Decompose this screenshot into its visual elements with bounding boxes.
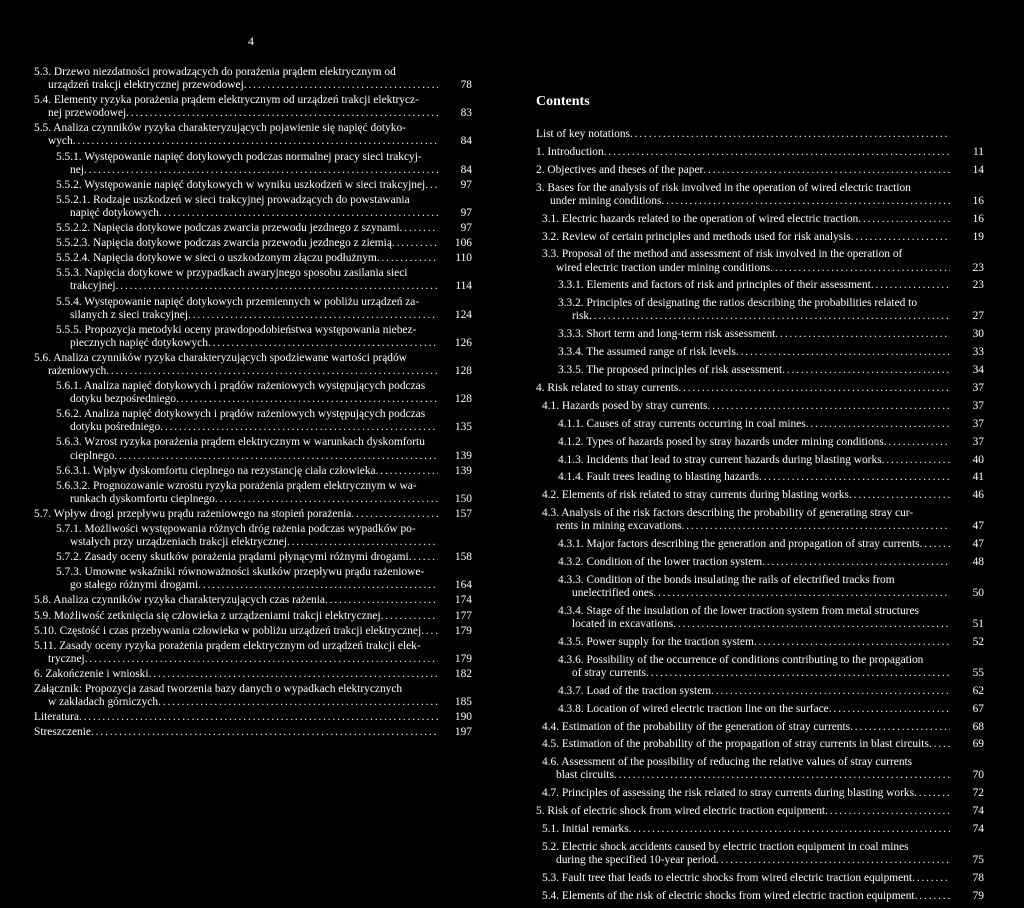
contents-heading: Contents: [536, 94, 590, 109]
toc-entry-title: nej: [70, 163, 84, 176]
toc-entry: [34, 711, 472, 724]
toc-page-number: 16: [972, 212, 984, 225]
toc-entry-title: 5.3. Drzewo niezdatności prowadzących do porażenia prądem elektrycznym od: [34, 66, 396, 78]
dot-leader: [703, 164, 950, 177]
toc-page-number: 182: [454, 667, 472, 680]
toc-page-number: 41: [972, 471, 984, 484]
toc-page-number: 47: [972, 538, 984, 551]
toc-page-number: 30: [972, 328, 984, 341]
toc-entry-title: 4.4. Estimation of the probability of the generation of stray currents: [542, 720, 851, 733]
toc-entry: [558, 703, 984, 716]
toc-entry: [536, 182, 984, 208]
toc-entry-title: 3.3. Proposal of the method and assessment of risk involved in the operation of: [542, 248, 903, 261]
english-toc-column: [536, 128, 984, 908]
toc-entry-title: 5.5.4. Występowanie napięć dotykowych przemiennych w pobliżu urządzeń za-: [56, 295, 420, 308]
dot-leader: [716, 854, 950, 867]
toc-entry-title: wych: [48, 135, 73, 148]
toc-entry-title: 5.6.3.1. Wpływ dyskomfortu cieplnego na rezystancję ciała człowieka: [56, 464, 376, 477]
toc-entry: [34, 668, 472, 681]
page-number: 4: [248, 34, 254, 48]
toc-entry-title: 4.1. Hazards posed by stray currents: [542, 399, 708, 412]
toc-entry: [558, 346, 984, 359]
toc-entry-title: 5.6.3.2. Prognozowanie wzrostu ryzyka porażenia prądem elektrycznym w wa-: [56, 479, 417, 492]
dot-leader: [377, 252, 438, 265]
dot-leader: [159, 207, 438, 220]
toc-entry: [56, 566, 472, 592]
toc-page-number: 179: [454, 652, 472, 665]
toc-page-number: 34: [972, 364, 984, 377]
toc-page-number: 11: [973, 145, 984, 158]
toc-entry-title: 5.9. Możliwość zetknięcia się człowieka z urządzeniami trakcji elektrycznej: [34, 609, 381, 622]
toc-entry: [34, 352, 472, 378]
toc-page-number: 97: [460, 178, 472, 191]
toc-entry-title: 3.1. Electric hazards related to the operation of wired electric traction: [542, 212, 859, 225]
toc-entry: [558, 685, 984, 698]
toc-entry-title: 5.4. Elementy ryzyka porażenia prądem elektrycznym od urządzeń trakcji elektrycz-: [34, 94, 419, 107]
toc-entry: [56, 179, 472, 192]
toc-entry-title: wired electric traction under mining conditions: [556, 261, 771, 274]
toc-entry: [558, 418, 984, 431]
dot-leader: [392, 237, 438, 250]
dot-leader: [858, 213, 950, 226]
dot-leader: [114, 450, 438, 463]
toc-entry-title: Literatura: [34, 711, 79, 724]
dot-leader: [158, 696, 438, 709]
toc-entry-title: 4.1.2. Types of hazards posed by stray hazards under mining conditions: [558, 435, 884, 448]
toc-entry-title: 5.4. Elements of the risk of electric shocks from wired electric traction equipment: [542, 889, 915, 902]
toc-page-number: 46: [972, 489, 984, 502]
toc-entry-title: 5.5.2. Występowanie napięć dotykowych w wyniku uszkodzeń w sieci trakcyjnej: [56, 178, 426, 191]
toc-entry-title: List of key notations: [536, 128, 630, 140]
dot-leader: [208, 337, 438, 350]
dot-leader: [849, 489, 950, 502]
toc-entry: [34, 122, 472, 148]
toc-page-number: 124: [454, 308, 472, 321]
toc-entry-title: 4.1.3. Incidents that lead to stray current hazards during blasting works: [558, 453, 882, 466]
toc-entry-title: 4.3.8. Location of wired electric traction line on the surface: [558, 702, 829, 715]
dot-leader: [215, 493, 438, 506]
toc-entry-title: napięć dotykowych: [70, 206, 159, 219]
toc-page-number: 126: [454, 336, 472, 349]
toc-entry: [56, 380, 472, 406]
toc-entry-title: risk: [572, 310, 590, 323]
toc-page-number: 84: [460, 163, 472, 176]
toc-entry: [56, 267, 472, 293]
toc-entry-title: 3.3.5. The proposed principles of risk assessment: [558, 364, 783, 377]
toc-entry: [558, 636, 984, 649]
toc-page-number: 37: [972, 399, 984, 412]
toc-entry-title: 5.11. Zasady oceny ryzyka porażenia prądem elektrycznym od urządzeń trakcji elek-: [34, 639, 421, 652]
dot-leader: [707, 400, 950, 413]
toc-entry: [34, 683, 472, 709]
toc-entry-title: 5.5. Analiza czynników ryzyka charakteryzujących pojawienie się napięć dotyko-: [34, 122, 406, 135]
toc-entry-title: runkach dyskomfortu cieplnego: [70, 492, 215, 505]
toc-page-number: 185: [454, 696, 472, 709]
toc-page-number: 97: [460, 206, 472, 219]
toc-page-number: 83: [460, 107, 472, 120]
toc-page-number: 177: [454, 609, 472, 622]
dot-leader: [762, 556, 950, 569]
toc-entry: [56, 551, 472, 564]
toc-entry: [56, 523, 472, 549]
toc-entry: [34, 726, 472, 739]
dot-leader: [244, 79, 438, 92]
toc-entry-title: 4.3. Analysis of the risk factors describing the probability of generating stray cur-: [542, 507, 914, 520]
toc-page-number: 128: [454, 364, 472, 377]
toc-entry-title: unelectrified ones: [572, 587, 654, 600]
toc-entry-title: 4.3.1. Major factors describing the generation and propagation of stray currents: [558, 538, 920, 551]
dot-leader: [79, 711, 438, 724]
toc-entry: [536, 164, 984, 177]
dot-leader: [653, 587, 950, 600]
toc-entry: [558, 297, 984, 323]
toc-entry-title: 5.5.3. Napięcia dotykowe w przypadkach awaryjnego sposobu zasilania sieci: [56, 267, 408, 280]
toc-page-number: 75: [972, 854, 984, 867]
toc-page-number: 128: [454, 393, 472, 406]
dot-leader: [882, 454, 950, 467]
toc-entry-title: 4.3.3. Condition of the bonds insulating the rails of electrified tracks from: [558, 573, 895, 586]
toc-entry-title: Załącznik: Propozycja zasad tworzenia bazy danych o wypadkach elektrycznych: [34, 683, 403, 696]
toc-page-number: 23: [972, 261, 984, 274]
toc-entry-title: 5.5.2.4. Napięcia dotykowe w sieci o uszkodzonym złączu podłużnym: [56, 252, 377, 265]
toc-page-number: 114: [455, 280, 472, 293]
dot-leader: [661, 195, 950, 208]
dot-leader: [188, 309, 438, 322]
toc-entry: [56, 194, 472, 220]
dot-leader: [829, 703, 950, 716]
toc-page-number: 179: [454, 624, 472, 637]
toc-entry: [34, 66, 472, 92]
dot-leader: [929, 738, 950, 751]
dot-leader: [646, 667, 950, 680]
toc-entry-title: 5.6.3. Wzrost ryzyka porażenia prądem elektrycznym w warunkach dyskomfortu: [56, 436, 425, 449]
toc-entry: [558, 574, 984, 600]
dot-leader: [149, 668, 438, 681]
toc-entry: [34, 625, 472, 638]
toc-entry: [56, 252, 472, 265]
toc-entry: [536, 805, 984, 818]
toc-page-number: 78: [460, 79, 472, 92]
dot-leader: [381, 610, 438, 623]
toc-page-number: 40: [972, 453, 984, 466]
toc-entry-title: 4.3.7. Load of the traction system: [558, 684, 712, 697]
toc-page-number: 74: [972, 805, 984, 818]
toc-page-number: 197: [454, 726, 472, 739]
toc-entry: [536, 382, 984, 395]
dot-leader: [91, 726, 438, 739]
toc-entry-title: of stray currents: [572, 666, 647, 679]
toc-entry-title: rents in mining excavations: [556, 520, 682, 533]
toc-entry-title: 4.7. Principles of assessing the risk related to stray currents during blasting works: [542, 787, 915, 800]
toc-entry-title: 3.2. Review of certain principles and methods used for risk analysis: [542, 230, 851, 243]
toc-entry-title: 5.5.2.2. Napięcia dotykowe podczas zwarcia przewodu jezdnego z szynami: [56, 222, 400, 235]
toc-page-number: 47: [972, 520, 984, 533]
toc-page-number: 62: [972, 684, 984, 697]
dot-leader: [106, 365, 438, 378]
toc-page-number: 23: [972, 279, 984, 292]
toc-page-number: 164: [454, 579, 472, 592]
dot-leader: [806, 418, 950, 431]
toc-entry-title: Streszczenie: [34, 726, 91, 739]
dot-leader: [198, 579, 438, 592]
toc-entry: [536, 128, 984, 141]
toc-page-number: 16: [972, 194, 984, 207]
toc-entry-title: 3.3.2. Principles of designating the ratios describing the probabilities related to: [558, 297, 918, 310]
toc-entry-title: go stałego różnymi drogami: [70, 579, 199, 592]
toc-entry-title: 5.3. Fault tree that leads to electric shocks from wired electric traction equipment: [542, 872, 913, 885]
toc-page-number: 174: [454, 594, 472, 607]
toc-entry-title: 5.6.2. Analiza napięć dotykowych i prądów rażeniowych występujących podczas: [56, 408, 426, 421]
toc-entry-title: w zakładach górniczych: [48, 696, 159, 709]
toc-entry: [558, 454, 984, 467]
toc-entry: [34, 610, 472, 623]
toc-page-number: 37: [972, 435, 984, 448]
toc-entry: [56, 436, 472, 462]
toc-entry-title: 5.8. Analiza czynników ryzyka charakteryzujących czas rażenia: [34, 594, 325, 607]
toc-entry-title: 3.3.1. Elements and factors of risk and principles of their assessment: [558, 279, 871, 292]
toc-entry-title: 5.6.1. Analiza napięć dotykowych i prądów rażeniowych występujących podczas: [56, 380, 426, 393]
toc-entry-title: 5.7.1. Możliwości występowania różnych dróg rażenia podczas wypadków po-: [56, 523, 416, 535]
toc-entry: [558, 436, 984, 449]
dot-leader: [678, 382, 950, 395]
toc-entry: [56, 408, 472, 434]
dot-leader: [759, 471, 950, 484]
toc-entry: [558, 556, 984, 569]
dot-leader: [287, 536, 438, 549]
toc-entry-title: 4.3.4. Stage of the insulation of the lower traction system from metal structures: [558, 604, 919, 617]
toc-page-number: 37: [972, 381, 984, 394]
toc-entry-title: 3.3.3. Short term and long-term risk assessment: [558, 328, 776, 341]
toc-page-number: 51: [972, 618, 984, 631]
toc-entry: [558, 654, 984, 680]
toc-entry-title: blast circuits: [556, 769, 614, 782]
dot-leader: [421, 625, 438, 638]
dot-leader: [629, 823, 950, 836]
toc-entry-title: during the specified 10-year period: [556, 854, 717, 867]
toc-entry: [542, 787, 984, 800]
toc-entry-title: 5.5.2.1. Rodzaje uszkodzeń w sieci trakcyjnej prowadzących do powstawania: [56, 193, 410, 206]
toc-page-number: 84: [460, 135, 472, 148]
dot-leader: [673, 618, 950, 631]
toc-entry: [542, 400, 984, 413]
toc-entry-title: trycznej: [48, 652, 85, 665]
toc-page-number: 158: [454, 551, 472, 564]
dot-leader: [914, 787, 950, 800]
toc-entry-title: 4.3.6. Possibility of the occurrence of conditions contributing to the propagation: [558, 653, 924, 666]
toc-page-number: 190: [454, 711, 472, 724]
toc-entry: [34, 94, 472, 120]
toc-entry-title: 5.5.5. Propozycja metodyki oceny prawdopodobieństwa występowania niebez-: [56, 323, 417, 336]
toc-entry: [542, 213, 984, 226]
toc-entry: [542, 756, 984, 782]
dot-leader: [126, 107, 438, 120]
toc-entry-title: under mining conditions: [550, 194, 662, 207]
dot-leader: [915, 890, 950, 903]
toc-page-number: 139: [454, 464, 472, 477]
dot-leader: [409, 551, 438, 564]
dot-leader: [884, 436, 950, 449]
toc-page-number: 67: [972, 702, 984, 715]
toc-entry-title: 4.1.4. Fault trees leading to blasting hazards: [558, 471, 759, 484]
dot-leader: [682, 520, 950, 533]
toc-entry: [558, 279, 984, 292]
dot-leader: [770, 262, 950, 275]
toc-entry-title: 5.7.3. Umowne wskaźniki równoważności skutków przepływu prądu rażeniowe-: [56, 566, 425, 579]
toc-entry: [34, 508, 472, 521]
toc-entry: [542, 248, 984, 274]
toc-entry: [542, 507, 984, 533]
toc-page-number: 70: [972, 769, 984, 782]
toc-page-number: 97: [460, 222, 472, 235]
toc-page-number: 69: [972, 738, 984, 751]
dot-leader: [160, 421, 438, 434]
toc-page-number: 150: [454, 492, 472, 505]
dot-leader: [614, 769, 950, 782]
dot-leader: [850, 721, 950, 734]
toc-entry: [542, 738, 984, 751]
toc-entry-title: 4.3.5. Power supply for the traction system: [558, 635, 754, 648]
dot-leader: [116, 280, 438, 293]
toc-page-number: 27: [972, 310, 984, 323]
toc-entry-title: 4.2. Elements of risk related to stray currents during blasting works: [542, 489, 849, 502]
dot-leader: [711, 685, 950, 698]
toc-entry-title: trakcyjnej: [70, 280, 116, 293]
toc-entry-title: 5. Risk of electric shock from wired electric traction equipment: [536, 805, 826, 818]
toc-entry-title: 4.3.2. Condition of the lower traction system: [558, 556, 763, 569]
toc-entry-title: 5.5.1. Występowanie napięć dotykowych podczas normalnej pracy sieci trakcyj-: [56, 150, 422, 163]
toc-entry-title: dotyku pośredniego: [70, 421, 161, 434]
toc-page-number: 110: [455, 252, 472, 265]
toc-page-number: 37: [972, 417, 984, 430]
toc-entry-title: silanych z sieci trakcyjnej: [70, 308, 188, 321]
toc-page-number: 48: [972, 556, 984, 569]
polish-toc-column: [34, 66, 472, 741]
toc-entry: [56, 151, 472, 177]
toc-page-number: 74: [972, 823, 984, 836]
dot-leader: [871, 279, 950, 292]
toc-entry: [56, 296, 472, 322]
dot-leader: [425, 179, 438, 192]
toc-page-number: 50: [972, 587, 984, 600]
toc-page-number: 19: [972, 230, 984, 243]
dot-leader: [325, 594, 438, 607]
dot-leader: [351, 508, 438, 521]
toc-page-number: 106: [454, 237, 472, 250]
dot-leader: [176, 393, 438, 406]
toc-entry-title: nej przewodowej: [48, 107, 127, 120]
toc-page-number: 79: [972, 889, 984, 902]
toc-entry: [542, 721, 984, 734]
toc-entry: [558, 605, 984, 631]
toc-entry-title: 5.7.2. Zasady oceny skutków porażenia prądami płynącymi różnymi drogami: [56, 551, 409, 564]
dot-leader: [825, 805, 950, 818]
dot-leader: [782, 364, 950, 377]
toc-entry-title: wstałych przy urządzeniach trakcji elektrycznej: [70, 536, 287, 549]
dot-leader: [399, 222, 438, 235]
dot-leader: [84, 164, 438, 177]
toc-page-number: 55: [972, 666, 984, 679]
dot-leader: [912, 872, 950, 885]
dot-leader: [630, 128, 950, 141]
dot-leader: [754, 636, 950, 649]
toc-entry: [56, 465, 472, 478]
toc-entry-title: located in excavations: [572, 618, 674, 631]
toc-entry: [542, 489, 984, 502]
toc-entry: [34, 594, 472, 607]
toc-page-number: 139: [454, 449, 472, 462]
toc-entry-title: 4.5. Estimation of the probability of the propagation of stray currents in blast circuits: [542, 738, 929, 751]
toc-page-number: 72: [972, 787, 984, 800]
toc-entry: [542, 890, 984, 903]
dot-leader: [851, 231, 950, 244]
toc-entry-title: 3. Bases for the analysis of risk involved in the operation of wired electric traction: [536, 181, 911, 194]
toc-entry: [56, 480, 472, 506]
toc-page-number: 157: [454, 507, 472, 520]
toc-entry: [542, 841, 984, 867]
toc-entry-title: 5.10. Częstość i czas przebywania człowieka w pobliżu urządzeń trakcji elektrycznej: [34, 624, 422, 637]
toc-entry-title: urządzeń trakcji elektrycznej przewodowej: [48, 79, 244, 92]
dot-leader: [85, 653, 438, 666]
toc-entry-title: 4.6. Assessment of the possibility of reducing the relative values of stray currents: [542, 756, 913, 769]
toc-entry: [542, 823, 984, 836]
toc-page-number: 135: [454, 421, 472, 434]
toc-entry: [56, 324, 472, 350]
toc-entry: [558, 328, 984, 341]
toc-entry-title: 5.6. Analiza czynników ryzyka charakteryzujących spodziewane wartości prądów: [34, 351, 407, 364]
toc-entry-title: piecznych napięć dotykowych: [70, 336, 208, 349]
dot-leader: [604, 146, 950, 159]
toc-entry-title: 2. Objectives and theses of the paper: [536, 163, 704, 176]
dot-leader: [376, 465, 438, 478]
dot-leader: [736, 346, 950, 359]
toc-entry-title: 3.3.4. The assumed range of risk levels: [558, 346, 736, 359]
toc-entry: [542, 872, 984, 885]
toc-entry: [56, 222, 472, 235]
toc-entry-title: 5.7. Wpływ drogi przepływu prądu rażeniowego na stopień porażenia: [34, 507, 352, 520]
toc-entry-title: 4. Risk related to stray currents: [536, 381, 679, 394]
toc-page-number: 78: [972, 872, 984, 885]
dot-leader: [589, 310, 950, 323]
dot-leader: [775, 328, 950, 341]
toc-entry-title: 6. Zakończenie i wnioski: [34, 667, 149, 680]
toc-entry-title: rażeniowych: [48, 364, 107, 377]
toc-entry-title: 4.1.1. Causes of stray currents occurring in coal mines: [558, 417, 806, 430]
toc-page-number: 52: [972, 635, 984, 648]
toc-entry-title: cieplnego: [70, 449, 115, 462]
toc-entry-title: dotyku bezpośredniego: [70, 393, 176, 406]
toc-entry-title: 5.5.2.3. Napięcia dotykowe podczas zwarcia przewodu jezdnego z ziemią: [56, 237, 392, 250]
toc-page-number: 68: [972, 720, 984, 733]
toc-page-number: 14: [972, 163, 984, 176]
dot-leader: [73, 135, 438, 148]
toc-entry-title: 1. Introduction: [536, 145, 604, 158]
toc-page-number: 33: [972, 346, 984, 359]
toc-entry: [542, 231, 984, 244]
toc-entry: [558, 364, 984, 377]
toc-entry: [558, 538, 984, 551]
toc-entry-title: 5.2. Electric shock accidents caused by electric traction equipment in coal mines: [542, 841, 909, 854]
toc-entry: [56, 237, 472, 250]
toc-entry-title: 5.1. Initial remarks: [542, 823, 629, 836]
toc-entry: [536, 146, 984, 159]
toc-entry: [34, 640, 472, 666]
dot-leader: [920, 538, 950, 551]
toc-entry: [558, 471, 984, 484]
